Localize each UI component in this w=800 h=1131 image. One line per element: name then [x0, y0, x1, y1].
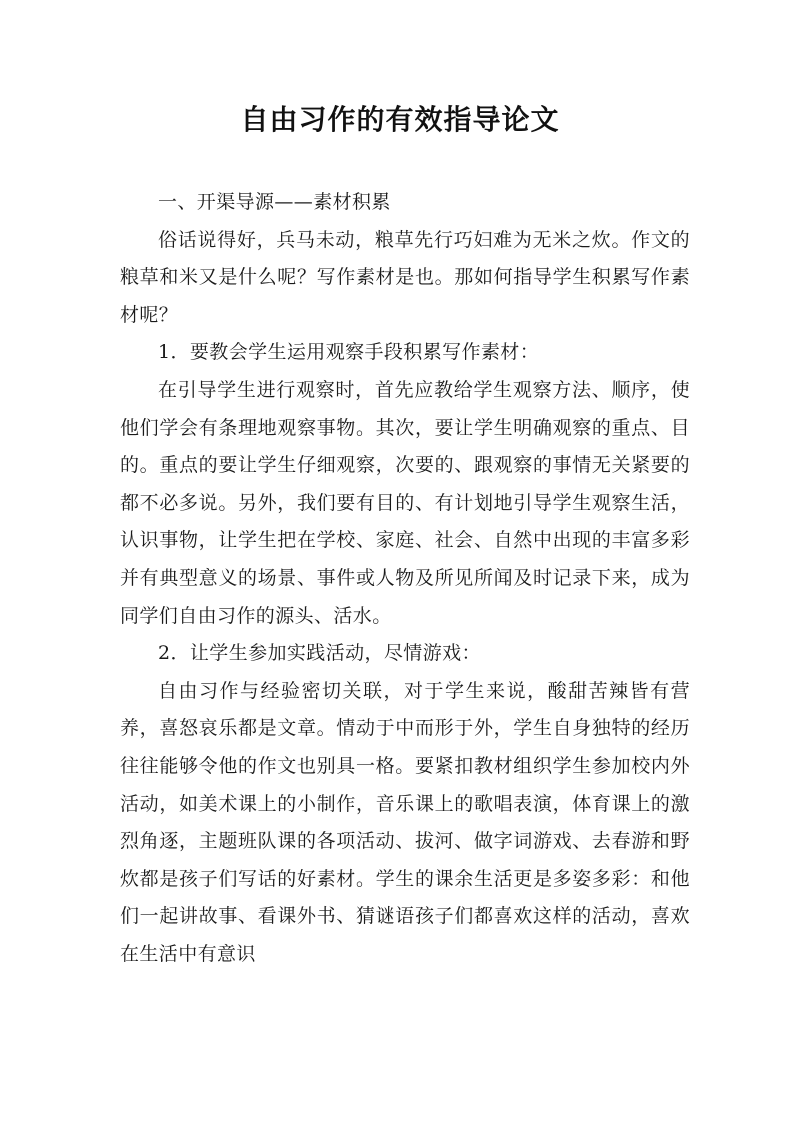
subsection-heading: 1．要教会学生运用观察手段积累写作素材：: [158, 341, 540, 364]
subsection-heading: 2．让学生参加实践活动，尽情游戏：: [158, 642, 481, 665]
document-body: [120, 184, 690, 973]
paragraph: 俗话说得好，兵马未动，粮草先行巧妇难为无米之炊。作文的粮草和米又是什么呢？写作素材是也。那如何指导学生积累写作素材呢？: [120, 228, 690, 326]
section-heading: 一、开渠导源——素材积累: [158, 191, 391, 213]
document-title: 自由习作的有效指导论文: [240, 103, 560, 136]
paragraph: 自由习作与经验密切关联，对于学生来说，酸甜苦辣皆有营养，喜怒哀乐都是文章。情动于中而形于外，学生自身独特的经历往往能够令他的作文也别具一格。要紧扣教材组织学生参加校内外活动，如美术课上的小制作，音乐课上的歌唱表演，体育课上的激烈角逐，主题班队课的各项活动、拔河、做字词游戏、去春游和野炊都是孩子们写话的好素材。学生的课余生活更是多姿多彩：和他们一起讲故事、看课外书、猜谜语孩子们都喜欢这样的活动，喜欢在生活中有意识: [120, 679, 690, 965]
paragraph: 在引导学生进行观察时，首先应教给学生观察方法、顺序，使他们学会有条理地观察事物。其次，要让学生明确观察的重点、目的。重点的要让学生仔细观察，次要的、跟观察的事情无关紧要的都不必多说。另外，我们要有目的、有计划地引导学生观察生活，认识事物，让学生把在学校、家庭、社会、自然中出现的丰富多彩并有典型意义的场景、事件或人物及所见所闻及时记录下来，成为同学们自由习作的源头、活水。: [120, 378, 690, 627]
